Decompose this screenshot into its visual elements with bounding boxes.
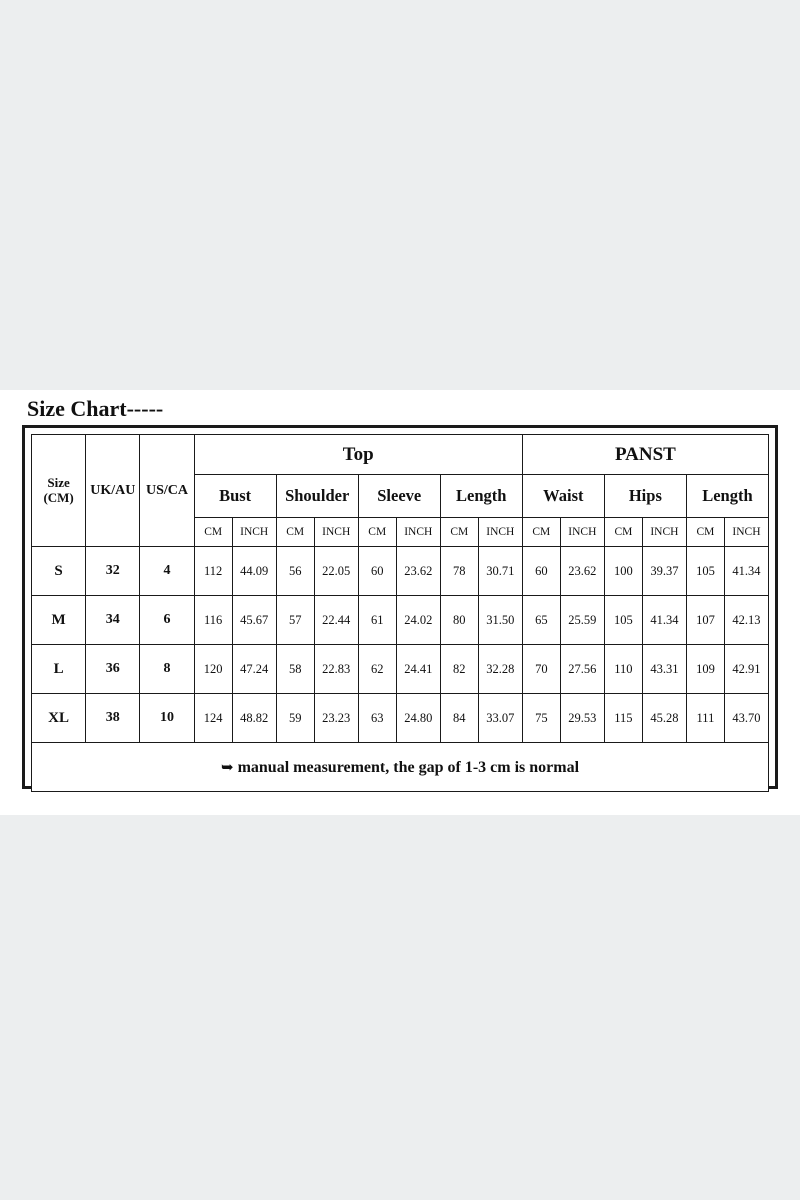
unit-pants-length-inch: INCH (724, 518, 768, 547)
unit-hips-inch: INCH (642, 518, 686, 547)
row-size-s: S (32, 547, 86, 596)
unit-bust-inch: INCH (232, 518, 276, 547)
cell-xl-bust-inch: 48.82 (232, 694, 276, 743)
cell-m-waist-cm: 65 (522, 596, 560, 645)
cell-l-hips-inch: 43.31 (642, 645, 686, 694)
table-row (32, 596, 769, 645)
header-shoulder: Shoulder (276, 475, 358, 518)
cell-l-toplength-inch: 32.28 (478, 645, 522, 694)
cell-s-toplength-inch: 30.71 (478, 547, 522, 596)
group-header-row (32, 435, 769, 475)
measurement-note (32, 743, 769, 792)
cell-xl-shoulder-cm: 59 (276, 694, 314, 743)
row-uk-m: 34 (86, 596, 140, 645)
cell-xl-pantslength-cm: 111 (686, 694, 724, 743)
cell-l-sleeve-inch: 24.41 (396, 645, 440, 694)
page-title: Size Chart----- (27, 396, 164, 421)
header-us-ca: US/CA (140, 435, 194, 547)
cell-m-sleeve-inch: 24.02 (396, 596, 440, 645)
cell-s-toplength-cm: 78 (440, 547, 478, 596)
cell-xl-pantslength-inch: 43.70 (724, 694, 768, 743)
row-size-m: M (32, 596, 86, 645)
cell-l-hips-cm: 110 (604, 645, 642, 694)
row-us-s: 4 (140, 547, 194, 596)
row-us-xl: 10 (140, 694, 194, 743)
cell-l-pantslength-inch: 42.91 (724, 645, 768, 694)
header-top-length: Length (440, 475, 522, 518)
cell-s-waist-inch: 23.62 (560, 547, 604, 596)
cell-l-sleeve-cm: 62 (358, 645, 396, 694)
table-head (32, 435, 769, 547)
header-size (32, 435, 86, 547)
row-uk-l: 36 (86, 645, 140, 694)
row-size-xl: XL (32, 694, 86, 743)
cell-s-bust-inch: 44.09 (232, 547, 276, 596)
group-header-top: Top (194, 435, 522, 475)
cell-m-shoulder-cm: 57 (276, 596, 314, 645)
unit-sleeve-inch: INCH (396, 518, 440, 547)
table-row (32, 547, 769, 596)
cell-l-bust-cm: 120 (194, 645, 232, 694)
cell-m-pantslength-cm: 107 (686, 596, 724, 645)
cell-s-shoulder-inch: 22.05 (314, 547, 358, 596)
cell-m-bust-cm: 116 (194, 596, 232, 645)
note-row (32, 743, 769, 792)
size-chart-table (31, 434, 769, 792)
cell-xl-sleeve-cm: 63 (358, 694, 396, 743)
cell-s-hips-inch: 39.37 (642, 547, 686, 596)
unit-waist-cm: CM (522, 518, 560, 547)
cell-s-sleeve-cm: 60 (358, 547, 396, 596)
size-chart-frame (22, 425, 778, 789)
cell-m-bust-inch: 45.67 (232, 596, 276, 645)
unit-hips-cm: CM (604, 518, 642, 547)
cell-m-pantslength-inch: 42.13 (724, 596, 768, 645)
cell-xl-toplength-inch: 33.07 (478, 694, 522, 743)
unit-sleeve-cm: CM (358, 518, 396, 547)
table-row (32, 645, 769, 694)
arrow-right-icon: ➥ (220, 757, 234, 776)
cell-m-toplength-cm: 80 (440, 596, 478, 645)
row-uk-s: 32 (86, 547, 140, 596)
cell-m-hips-inch: 41.34 (642, 596, 686, 645)
row-uk-xl: 38 (86, 694, 140, 743)
measurement-note-text: manual measurement, the gap of 1-3 cm is normal (237, 758, 580, 776)
cell-xl-waist-inch: 29.53 (560, 694, 604, 743)
cell-l-shoulder-inch: 22.83 (314, 645, 358, 694)
cell-m-waist-inch: 25.59 (560, 596, 604, 645)
header-size-line1: Size (47, 474, 70, 490)
unit-top-length-inch: INCH (478, 518, 522, 547)
unit-waist-inch: INCH (560, 518, 604, 547)
cell-m-sleeve-cm: 61 (358, 596, 396, 645)
cell-xl-sleeve-inch: 24.80 (396, 694, 440, 743)
cell-xl-bust-cm: 124 (194, 694, 232, 743)
header-uk-au: UK/AU (86, 435, 140, 547)
unit-top-length-cm: CM (440, 518, 478, 547)
row-us-l: 8 (140, 645, 194, 694)
row-size-l: L (32, 645, 86, 694)
cell-m-shoulder-inch: 22.44 (314, 596, 358, 645)
cell-xl-waist-cm: 75 (522, 694, 560, 743)
cell-l-shoulder-cm: 58 (276, 645, 314, 694)
cell-s-shoulder-cm: 56 (276, 547, 314, 596)
header-waist: Waist (522, 475, 604, 518)
cell-l-pantslength-cm: 109 (686, 645, 724, 694)
header-sleeve: Sleeve (358, 475, 440, 518)
cell-m-hips-cm: 105 (604, 596, 642, 645)
header-bust: Bust (194, 475, 276, 518)
cell-s-waist-cm: 60 (522, 547, 560, 596)
unit-shoulder-inch: INCH (314, 518, 358, 547)
table-row (32, 694, 769, 743)
unit-bust-cm: CM (194, 518, 232, 547)
cell-l-waist-cm: 70 (522, 645, 560, 694)
cell-xl-hips-cm: 115 (604, 694, 642, 743)
cell-xl-shoulder-inch: 23.23 (314, 694, 358, 743)
cell-s-pantslength-cm: 105 (686, 547, 724, 596)
cell-m-toplength-inch: 31.50 (478, 596, 522, 645)
unit-pants-length-cm: CM (686, 518, 724, 547)
table-body (32, 547, 769, 792)
cell-s-hips-cm: 100 (604, 547, 642, 596)
cell-s-sleeve-inch: 23.62 (396, 547, 440, 596)
header-hips: Hips (604, 475, 686, 518)
header-pants-length: Length (686, 475, 768, 518)
cell-l-toplength-cm: 82 (440, 645, 478, 694)
unit-shoulder-cm: CM (276, 518, 314, 547)
header-size-line2: (CM) (43, 489, 74, 505)
group-header-pants: PANST (522, 435, 768, 475)
cell-s-pantslength-inch: 41.34 (724, 547, 768, 596)
cell-l-waist-inch: 27.56 (560, 645, 604, 694)
cell-s-bust-cm: 112 (194, 547, 232, 596)
cell-xl-hips-inch: 45.28 (642, 694, 686, 743)
row-us-m: 6 (140, 596, 194, 645)
cell-l-bust-inch: 47.24 (232, 645, 276, 694)
cell-xl-toplength-cm: 84 (440, 694, 478, 743)
